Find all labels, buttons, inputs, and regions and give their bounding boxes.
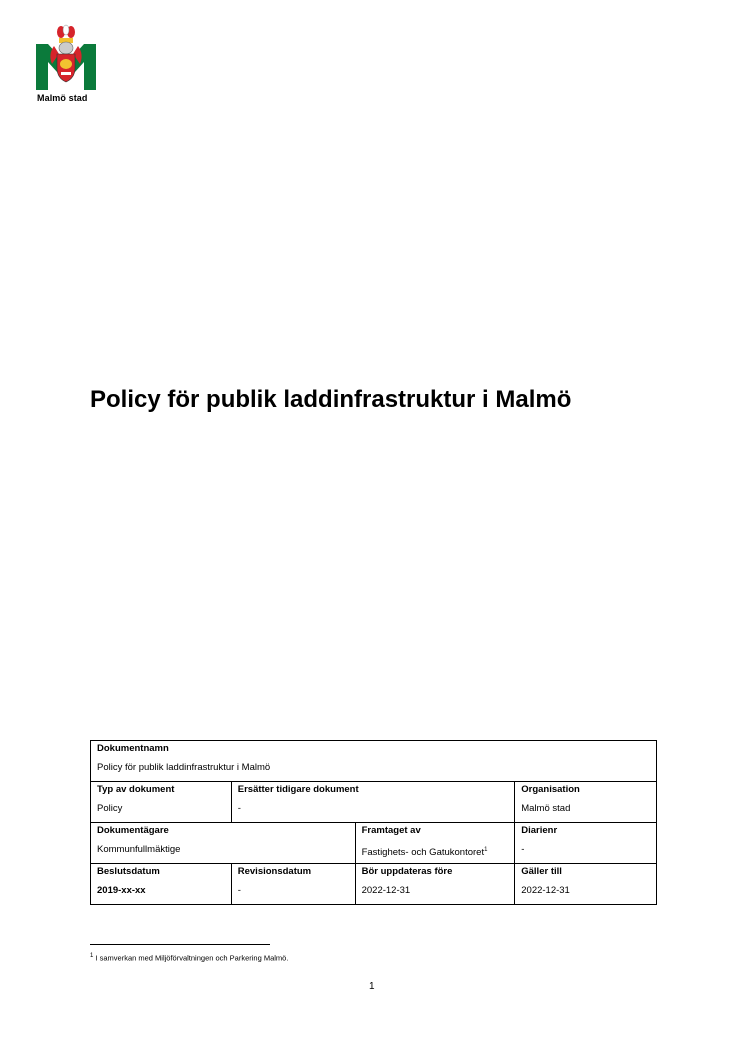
uppdateras-value: 2022-12-31 [361,885,411,896]
dokumentnamn-value: Policy för publik laddinfrastruktur i Malmö [97,762,271,773]
footnote-reference[interactable]: 1 [484,847,488,853]
organisation-value: Malmö stad [521,803,571,814]
table-row [91,741,657,782]
beslutsdatum-label: Beslutsdatum [97,866,160,877]
organisation-label: Organisation [521,784,580,795]
table-row [91,864,657,905]
revisionsdatum-value: - [237,885,241,896]
document-title: Policy för publik laddinfrastruktur i Malmö [90,386,572,413]
dokumentagare-label: Dokumentägare [97,825,169,836]
dokumentnamn-label: Dokumentnamn [97,743,169,754]
revisionsdatum-label: Revisionsdatum [237,866,312,877]
cell-galler [515,864,657,905]
table-row [91,782,657,823]
typ-label: Typ av dokument [97,784,175,795]
ersatter-value: - [237,803,241,814]
framtaget-value [362,843,509,863]
uppdateras-label: Bör uppdateras före [361,866,453,877]
dokumentagare-value: Kommunfullmäktige [97,844,181,855]
cell-beslutsdatum [91,864,232,905]
beslutsdatum-value: 2019-xx-xx [97,885,146,896]
framtaget-label: Framtaget av [361,825,421,836]
cell-ersatter [231,782,515,823]
cell-framtaget [355,823,515,864]
footnote-text: I samverkan med Miljöförvaltningen och Parkering Malmö. [95,953,289,963]
document-metadata-table [90,740,657,905]
footnote-separator [90,944,270,945]
framtaget-text: Fastighets- och Gatukontoret [361,847,485,859]
malmo-coat-of-arms-icon [34,24,98,92]
footnote-marker: 1 [90,953,94,959]
malmo-stad-logo [34,24,98,92]
logo-text: Malmö stad [37,93,88,103]
ersatter-label: Ersätter tidigare dokument [237,784,359,795]
table-row [91,823,657,864]
footnote [90,953,288,963]
page-number: 1 [369,981,375,992]
diarienr-label: Diarienr [521,825,558,836]
diarienr-value: - [521,844,525,855]
cell-organisation [515,782,657,823]
cell-typ [91,782,232,823]
galler-label: Gäller till [521,866,562,877]
cell-diarienr [515,823,657,864]
cell-uppdateras [355,864,515,905]
cell-dokumentnamn [91,741,657,782]
typ-value: Policy [97,803,123,814]
galler-value: 2022-12-31 [521,885,570,896]
cell-revisionsdatum [231,864,355,905]
cell-dokumentagare [91,823,356,864]
